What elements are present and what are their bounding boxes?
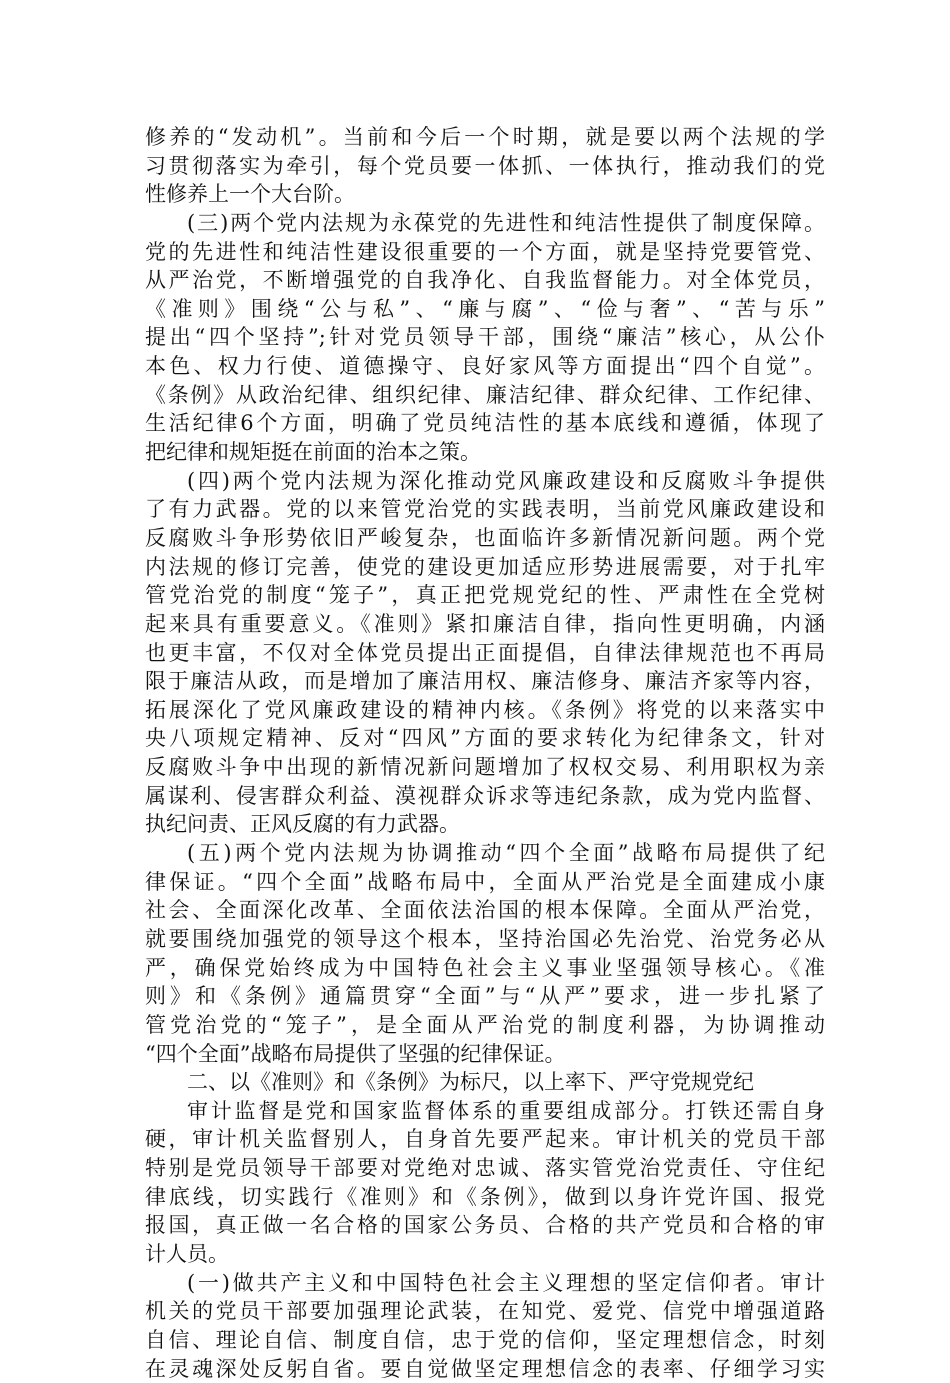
text-line: 机关的党员干部要加强理论武装，在知党、爱党、信党中增强道路 <box>145 1299 825 1324</box>
text-line: 在灵魂深处反躬自省。要自觉做坚定理想信念的表率、仔细学习实 <box>145 1356 825 1381</box>
text-line: 起来具有重要意义。《准则》紧扣廉洁自律，指向性更明确，内涵 <box>145 611 825 636</box>
text-line: 特别是党员领导干部要对党绝对忠诚、落实管党治党责任、守住纪 <box>145 1156 825 1181</box>
text-line: 管党治党的制度“笼子”，真正把党规党纪的性、严肃性在全党树 <box>145 583 825 608</box>
text-line: 《准则》围绕“公与私”、“廉与腐”、“俭与奢”、“苦与乐” <box>145 296 825 321</box>
text-line: “四个全面”战略布局提供了坚强的纪律保证。 <box>145 1041 566 1066</box>
text-line: 央八项规定精神、反对“四风”方面的要求转化为纪律条文，针对 <box>145 726 825 751</box>
text-line: 管党治党的“笼子”，是全面从严治党的制度利器，为协调推动 <box>145 1012 825 1037</box>
text-line: 自信、理论自信、制度自信，忠于党的信仰，坚定理想信念，时刻 <box>145 1327 825 1352</box>
text-line: 修养的“发动机”。当前和今后一个时期，就是要以两个法规的学 <box>145 125 825 149</box>
text-line: 报国，真正做一名合格的国家公务员、合格的共产党员和合格的审 <box>145 1213 825 1238</box>
text-line: 社会、全面深化改革、全面依法治国的根本保障。全面从严治党， <box>145 898 825 923</box>
text-line: 本色、权力行使、道德操守、良好家风等方面提出“四个自觉”。 <box>145 354 825 379</box>
text-line: 严，确保党始终成为中国特色社会主义事业坚强领导核心。《准 <box>145 955 825 980</box>
text-line: 律保证。“四个全面”战略布局中，全面从严治党是全面建成小康 <box>145 869 825 894</box>
text-line: 生活纪律6个方面，明确了党员纯洁性的基本底线和遵循，体现了 <box>145 411 825 436</box>
text-line: (五)两个党内法规为协调推动“四个全面”战略布局提供了纪 <box>187 841 825 866</box>
text-line: (一)做共产主义和中国特色社会主义理想的坚定信仰者。审计 <box>187 1270 825 1295</box>
text-line: 计人员。 <box>145 1241 229 1266</box>
text-line: 了有力武器。党的以来管党治党的实践表明，当前党风廉政建设和 <box>145 497 825 522</box>
text-line: 则》和《条例》通篇贯穿“全面”与“从严”要求，进一步扎紧了 <box>145 984 825 1009</box>
text-line: 党的先进性和纯洁性建设很重要的一个方面，就是坚持党要管党、 <box>145 239 825 264</box>
text-line: 反腐败斗争中出现的新情况新问题增加了权权交易、利用职权为亲 <box>145 755 825 780</box>
text-line: 执纪问责、正风反腐的有力武器。 <box>145 812 460 837</box>
text-line: 习贯彻落实为牵引，每个党员要一体抓、一体执行，推动我们的党 <box>145 153 825 178</box>
text-line: 就要围绕加强党的领导这个根本，坚持治国必先治党、治党务必从 <box>145 926 825 951</box>
text-line: 性修养上一个大台阶。 <box>145 182 355 207</box>
text-line: (四)两个党内法规为深化推动党风廉政建设和反腐败斗争提供 <box>187 468 825 493</box>
text-line: 也更丰富，不仅对全体党员提出正面提倡，自律法律规范也不再局 <box>145 640 825 665</box>
text-line: 反腐败斗争形势依旧严峻复杂，也面临许多新情况新问题。两个党 <box>145 525 825 550</box>
text-line: 审计监督是党和国家监督体系的重要组成部分。打铁还需自身 <box>187 1098 825 1123</box>
text-line: (三)两个党内法规为永葆党的先进性和纯洁性提供了制度保障。 <box>187 210 825 235</box>
text-line: 提出“四个坚持”;针对党员领导干部，围绕“廉洁”核心，从公仆 <box>145 325 825 350</box>
text-line: 拓展深化了党风廉政建设的精神内核。《条例》将党的以来落实中 <box>145 697 825 722</box>
text-line: 二、以《准则》和《条例》为标尺，以上率下、严守党规党纪 <box>187 1070 754 1095</box>
text-line: 限于廉洁从政，而是增加了廉洁用权、廉洁修身、廉洁齐家等内容， <box>145 669 825 694</box>
text-line: 从严治党，不断增强党的自我净化、自我监督能力。对全体党员， <box>145 268 825 293</box>
text-line: 律底线，切实践行《准则》和《条例》，做到以身许党许国、报党 <box>145 1184 825 1209</box>
text-line: 把纪律和规矩挺在前面的治本之策。 <box>145 440 481 465</box>
document-page <box>145 123 825 1383</box>
text-line: 属谋利、侵害群众利益、漠视群众诉求等违纪条款，成为党内监督、 <box>145 783 825 808</box>
text-line: 内法规的修订完善，使党的建设更加适应形势进展需要，对于扎牢 <box>145 554 825 579</box>
text-line: 《条例》从政治纪律、组织纪律、廉洁纪律、群众纪律、工作纪律、 <box>145 382 825 407</box>
text-line: 硬，审计机关监督别人，自身首先要严起来。审计机关的党员干部 <box>145 1127 825 1152</box>
